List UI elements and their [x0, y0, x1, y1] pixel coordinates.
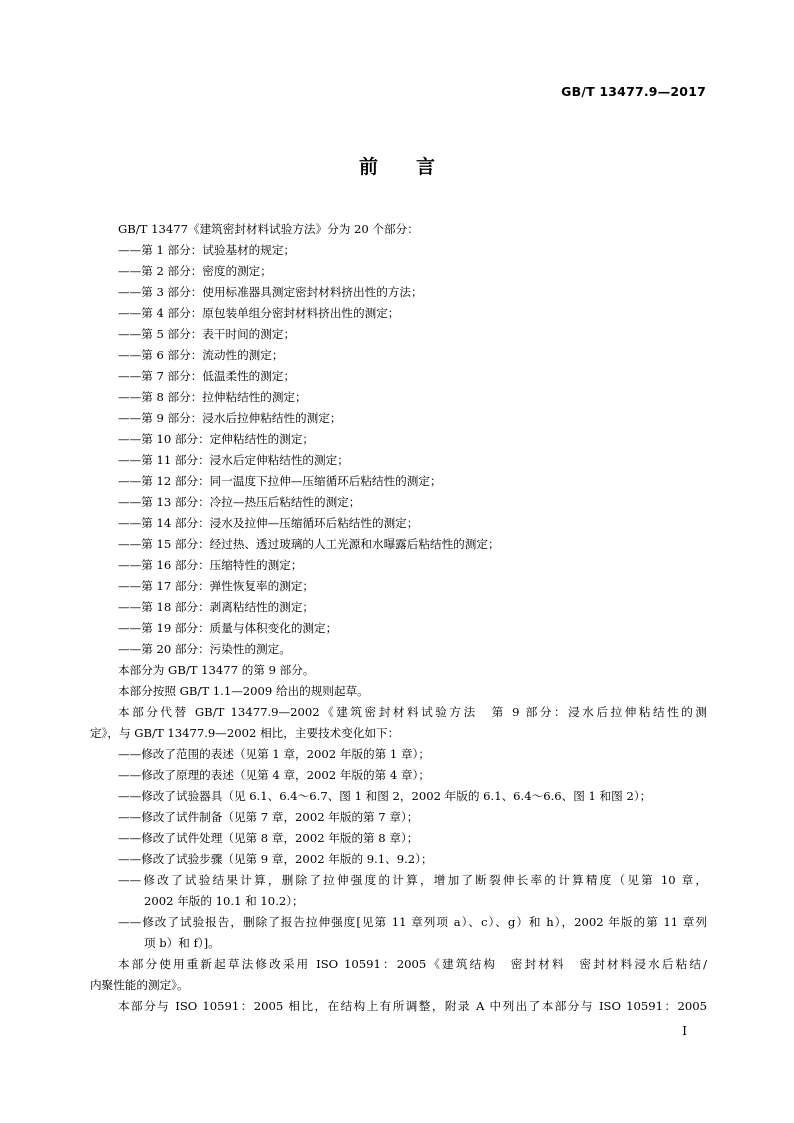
list-item: ——第 18 部分：剥离粘结性的测定；: [118, 600, 315, 614]
change-item-line2: 项 b）和 f）]。: [144, 936, 220, 950]
change-item: ——修改了试验步骤（见第 9 章，2002 年版的 9.1、9.2）；: [118, 852, 433, 866]
list-item: ——第 12 部分：同一温度下拉伸—压缩循环后粘结性的测定；: [118, 474, 442, 488]
change-item: ——修改了试件制备（见第 7 章，2002 年版的第 7 章）；: [118, 810, 419, 824]
page-title: 前言: [358, 156, 473, 178]
paragraph-drafting-rules: 本部分按照 GB/T 1.1—2009 给出的规则起草。: [118, 684, 369, 698]
list-item: ——第 9 部分：浸水后拉伸粘结性的测定；: [118, 411, 342, 425]
list-item: ——第 14 部分：浸水及拉伸—压缩循环后粘结性的测定；: [118, 516, 419, 530]
list-item: ——第 5 部分：表干时间的测定；: [118, 327, 296, 341]
change-item: ——修改了范围的表述（见第 1 章，2002 年版的第 1 章）；: [118, 747, 430, 761]
list-item: ——第 19 部分：质量与体积变化的测定；: [118, 621, 338, 635]
intro-paragraph: GB/T 13477《建筑密封材料试验方法》分为 20 个部分：: [118, 222, 419, 236]
change-item: ——修改了原理的表述（见第 4 章，2002 年版的第 4 章）；: [118, 768, 430, 782]
paragraph-part-number: 本部分为 GB/T 13477 的第 9 部分。: [118, 663, 315, 677]
list-item: ——第 1 部分：试验基材的规定；: [118, 243, 296, 257]
list-item: ——第 7 部分：低温柔性的测定；: [118, 369, 296, 383]
change-item-line1: ——修改了试验报告，删除了报告拉伸强度[见第 11 章列项 a）、c）、g）和 h），2002 年版的第 11 章列: [118, 915, 707, 929]
list-item: ——第 20 部分：污染性的测定。: [118, 642, 291, 656]
list-item: ——第 11 部分：浸水后定伸粘结性的测定；: [118, 453, 349, 467]
list-item: ——第 4 部分：原包装单组分密封材料挤出性的测定；: [118, 306, 400, 320]
paragraph-adoption-line2: 内聚性能的测定》。: [90, 978, 189, 992]
list-item: ——第 16 部分：压缩特性的测定；: [118, 558, 303, 572]
page-number: I: [682, 1024, 687, 1038]
change-item: ——修改了试验器具（见 6.1、6.4～6.7、图 1 和图 2，2002 年版的 6.1、6.4～6.6、图 1 和图 2）；: [118, 789, 652, 803]
change-item: ——修改了试件处理（见第 8 章，2002 年版的第 8 章）；: [118, 831, 419, 845]
standard-code: GB/T 13477.9—2017: [561, 84, 706, 99]
paragraph-replaces-line2: 定》，与 GB/T 13477.9—2002 相比，主要技术变化如下：: [90, 726, 400, 740]
paragraph-structure-line1: 本部分与 ISO 10591：2005 相比，在结构上有所调整，附录 A 中列出了本部分与 ISO 10591：2005: [118, 999, 707, 1013]
list-item: ——第 6 部分：流动性的测定；: [118, 348, 284, 362]
list-item: ——第 3 部分：使用标准器具测定密封材料挤出性的方法；: [118, 285, 423, 299]
list-item: ——第 2 部分：密度的测定；: [118, 264, 272, 278]
list-item: ——第 13 部分：冷拉—热压后粘结性的测定；: [118, 495, 361, 509]
list-item: ——第 8 部分：拉伸粘结性的测定；: [118, 390, 307, 404]
paragraph-adoption-line1: 本部分使用重新起草法修改采用 ISO 10591：2005《建筑结构 密封材料 密封材料浸水后粘结/: [118, 957, 707, 971]
list-item: ——第 15 部分：经过热、透过玻璃的人工光源和水曝露后粘结性的测定；: [118, 537, 500, 551]
list-item: ——第 17 部分：弹性恢复率的测定；: [118, 579, 315, 593]
change-item-line2: 2002 年版的 10.1 和 10.2）；: [144, 894, 304, 908]
paragraph-replaces-line1: 本部分代替 GB/T 13477.9—2002《建筑密封材料试验方法 第 9 部分：浸水后拉伸粘结性的测: [118, 705, 707, 719]
foreword-body: [90, 219, 707, 1017]
change-item-line1: ——修改了试验结果计算，删除了拉伸强度的计算，增加了断裂伸长率的计算精度（见第 10 章，: [118, 873, 707, 887]
list-item: ——第 10 部分：定伸粘结性的测定；: [118, 432, 315, 446]
